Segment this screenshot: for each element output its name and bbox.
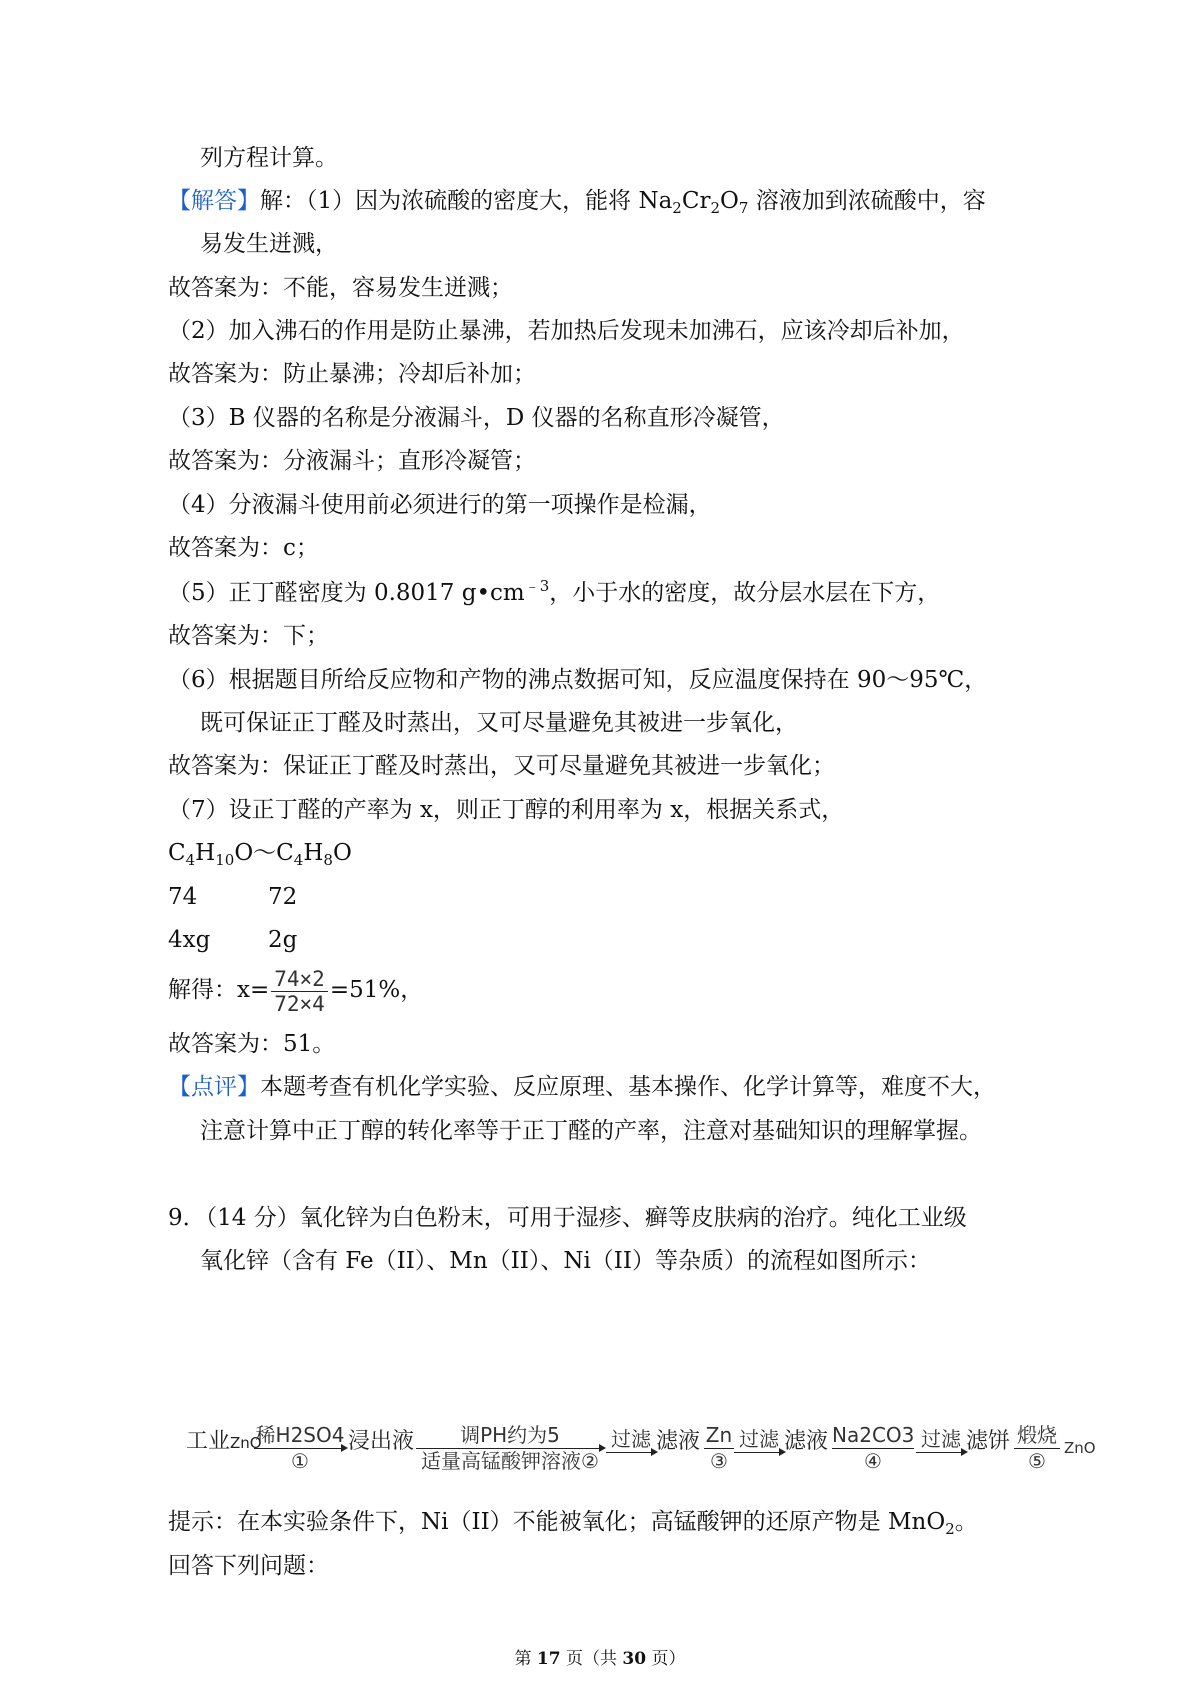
text-line: 注意计算中正丁醇的转化率等于正丁醛的产率，注意对基础知识的理解掌握。 — [200, 1118, 982, 1144]
arrow-step-1: 稀H2SO4 ① — [255, 1423, 345, 1473]
total-pages: 30 — [622, 1649, 647, 1669]
fraction: $\frac{74\times 2}{72\times 4}$ — [271, 967, 328, 1016]
text-line: 故答案为：51。 — [168, 1031, 336, 1057]
node-filter-cake: 滤饼 — [966, 1429, 1011, 1454]
molar-mass-row: 74 — [168, 884, 198, 910]
page-footer: 第 17 页（共 30 页） — [514, 1649, 686, 1669]
text-line: （3）B 仪器的名称是分液漏斗，D 仪器的名称直形冷凝管， — [168, 405, 785, 431]
question-9-line: 9．（14 分）氧化锌为白色粉末，可用于湿疹、癣等皮肤病的治疗。纯化工业级 — [168, 1205, 967, 1231]
text-line: （4）分液漏斗使用前必须进行的第一项操作是检漏， — [168, 492, 712, 518]
chemical-relation: $C_4H_{10}O\sim C_4H_8O$ — [168, 840, 352, 869]
arrow-step-5: 煅烧 ⑤ — [1014, 1422, 1060, 1473]
review-line: 【点评】本题考查有机化学实验、反应原理、基本操作、化学计算等，难度不大， — [168, 1074, 996, 1100]
text-line: （2）加入沸石的作用是防止暴沸，若加热后发现未加沸石，应该冷却后补加， — [168, 318, 965, 344]
answer-heading-line: 【解答】解：（1）因为浓硫酸的密度大，能将 $Na_2Cr_2O_7$ 溶液加到浓硫酸中，容 — [168, 188, 986, 217]
text-line: （5）正丁醛密度为 0.8017 $g•cm^{﹣3}$，小于水的密度，故分层水层在下方， — [168, 577, 941, 606]
text-line: 故答案为：防止暴沸；冷却后补加； — [168, 361, 536, 387]
text-line: 故答案为：c； — [168, 535, 319, 561]
arrow-step-3: Zn ③ — [705, 1423, 733, 1473]
text-line: 故答案为：不能，容易发生迸溅； — [168, 275, 513, 301]
node-filtrate-1: 滤液 — [656, 1429, 701, 1454]
text-line: （7）设正丁醛的产率为 x，则正丁醇的利用率为 x，根据关系式， — [168, 797, 845, 823]
text-line: 故答案为：保证正丁醛及时蒸出，又可尽量避免其被进一步氧化； — [168, 753, 835, 779]
text-line: 列方程计算。 — [200, 145, 338, 171]
hint-line: 提示：在本实验条件下，Ni（II）不能被氧化；高锰酸钾的还原产物是 MnO$_2$。 — [168, 1509, 978, 1538]
text-line: 回答下列问题： — [168, 1553, 329, 1579]
text-line: 易发生迸溅， — [200, 231, 338, 257]
solution-equation: 解得：x= $\frac{74\times 2}{72\times 4}$ =51%， — [168, 966, 424, 1016]
node-filtrate-2: 滤液 — [784, 1429, 829, 1454]
text-line: 氧化锌（含有 Fe（II）、Mn（II）、Ni（II）等杂质）的流程如图所示： — [200, 1248, 931, 1274]
mass-row: 2g — [268, 927, 298, 953]
current-page: 17 — [536, 1649, 561, 1669]
node-zno-product: ZnO — [1064, 1439, 1096, 1457]
answer-tag: 【解答】 — [168, 188, 260, 214]
arrow-filter-2: 过滤 — [734, 1422, 784, 1453]
molar-mass-row: 72 — [268, 884, 298, 910]
review-tag: 【点评】 — [168, 1074, 260, 1100]
node-leachate: 浸出液 — [348, 1429, 415, 1454]
arrow-filter-1: 过滤 — [606, 1422, 656, 1453]
text-line: 故答案为：分液漏斗；直形冷凝管； — [168, 448, 536, 474]
arrow-step-4: Na2CO3 ④ — [832, 1423, 915, 1473]
text-line: 既可保证正丁醛及时蒸出，又可尽量避免其被进一步氧化， — [200, 710, 798, 736]
mass-row: 4xg — [168, 927, 211, 953]
arrow-step-2: 调PH约为5 适量高锰酸钾溶液② — [416, 1422, 604, 1473]
text-line: 故答案为：下； — [168, 623, 329, 649]
process-flow-diagram: 工业ZnO 稀H2SO4 ① 浸出液 调PH约为5 适量高锰酸钾溶液② 过滤 滤液 Zn ③ 过滤 滤液 Na2CO3 ④ 过滤 滤饼 煅烧 ⑤ ZnO — [186, 1423, 1096, 1473]
text-line: （6）根据题目所给反应物和产物的沸点数据可知，反应温度保持在 90～95℃， — [168, 667, 988, 693]
arrow-filter-3: 过滤 — [916, 1422, 966, 1453]
